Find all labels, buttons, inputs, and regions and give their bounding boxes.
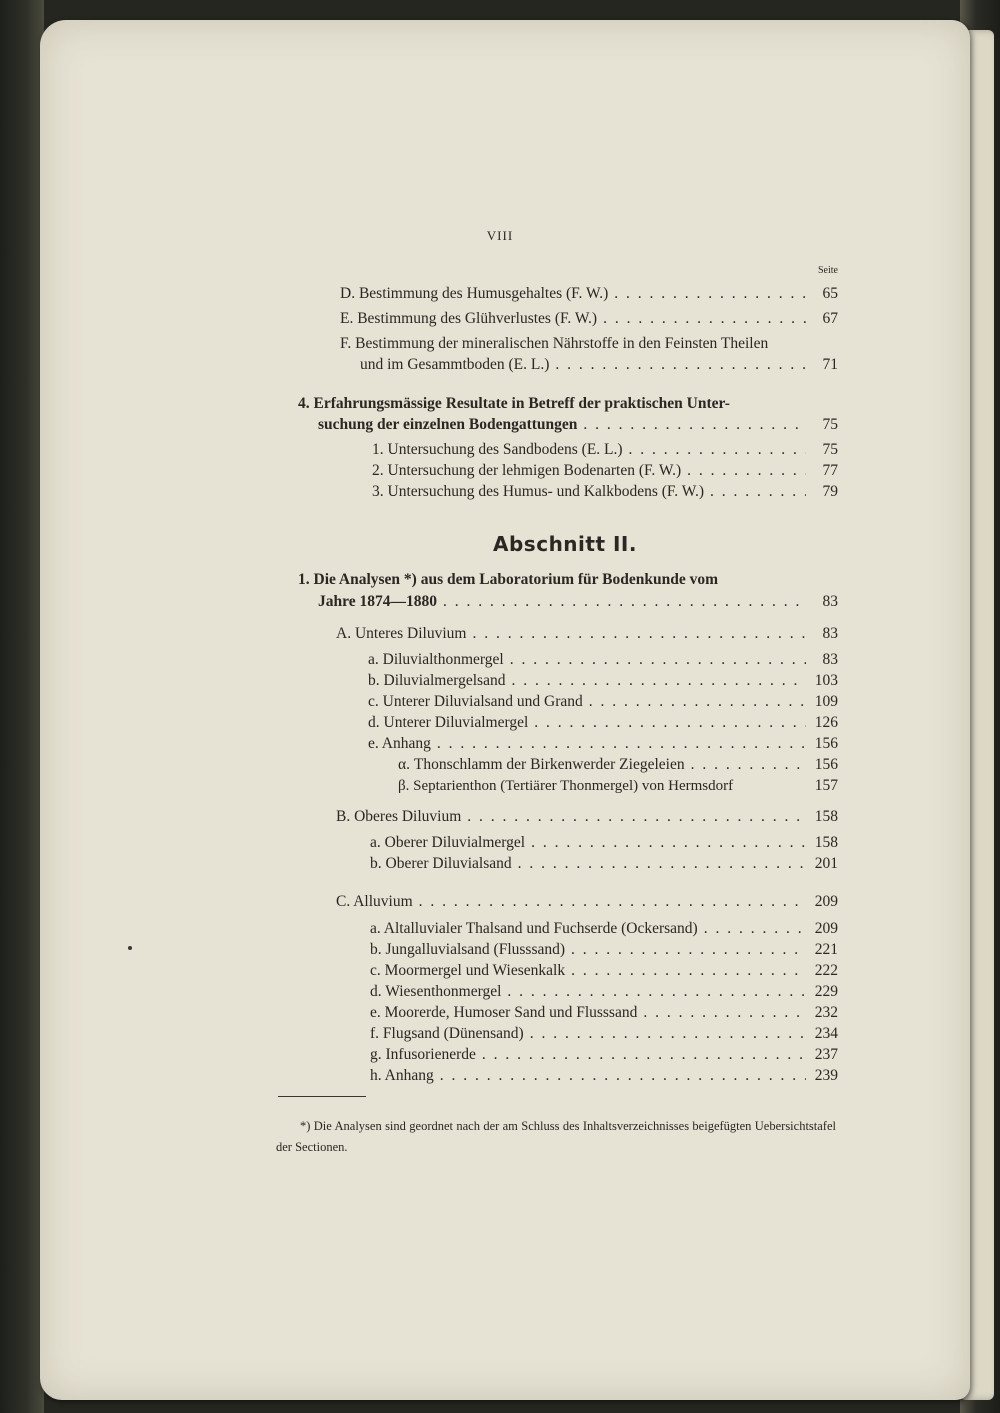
footnote-rule [278, 1096, 366, 1097]
dot-leader [524, 1024, 806, 1044]
scan-background-left [0, 0, 44, 1413]
toc-page-number: 157 [814, 777, 838, 794]
toc-page-number: 158 [814, 808, 838, 825]
toc-page-number: 109 [814, 693, 838, 710]
toc-entry-d [340, 284, 838, 304]
toc-entry-text: b. Diluvialmergelsand [368, 672, 506, 689]
group-c-item-g [370, 1045, 838, 1065]
toc-entry-text: e. Moorerde, Humoser Sand und Flusssand [370, 1004, 638, 1021]
group-b-heading [336, 807, 838, 827]
toc-entry-text: h. Anhang [370, 1067, 434, 1084]
toc-entry-text: β. Septarienthon (Tertiärer Thonmergel) von Hermsdorf [398, 778, 734, 794]
toc-page-number: 71 [822, 356, 838, 373]
section-4-first-line: 4. Erfahrungsmässige Resultate in Betreff der praktischen Unter- [298, 395, 730, 412]
section-4-entry [318, 415, 838, 435]
toc-entry-f-first-line: F. Bestimmung der mineralischen Nährstoffe in den Feinsten Theilen [340, 335, 769, 352]
toc-entry-text: d. Wiesenthonmergel [370, 983, 502, 1000]
section-4-item-3 [372, 482, 838, 502]
toc-page-number: 156 [814, 756, 838, 773]
toc-page-number: 221 [814, 941, 838, 958]
toc-entry-e [340, 309, 838, 329]
footnote-text: Die Analysen sind geordnet nach der am Schluss des Inhaltsverzeichnisses beigefügten Uebersichtstafel der Sectionen. [276, 1119, 836, 1154]
section-heading: Abschnitt II. [493, 532, 637, 556]
toc-page-number: 75 [822, 441, 838, 458]
toc-entry-text: B. Oberes Diluvium [336, 808, 462, 825]
toc-page-number: 222 [814, 962, 838, 979]
toc-entry-text: E. Bestimmung des Glühverlustes (F. W.) [340, 310, 598, 327]
toc-page-number: 234 [814, 1025, 838, 1042]
toc-entry-text: b. Oberer Diluvialsand [370, 855, 512, 872]
toc-page-number: 239 [814, 1067, 838, 1084]
dot-leader [512, 854, 806, 874]
dot-leader [528, 713, 806, 733]
group-c-item-e [370, 1003, 838, 1023]
group-c-item-b [370, 940, 838, 960]
group-a-heading [336, 624, 838, 644]
toc-page-number: 237 [814, 1046, 838, 1063]
toc-page-number: 103 [814, 672, 838, 689]
paper-speck [128, 946, 132, 950]
toc-page-number: 209 [814, 920, 838, 937]
group-a-item-e [368, 734, 838, 754]
group-c-item-d [370, 982, 838, 1002]
dot-leader [413, 892, 806, 912]
toc-page-number: 126 [814, 714, 838, 731]
toc-entry-text: und im Gesammtboden (E. L.) [360, 356, 550, 373]
section-1-first-line: 1. Die Analysen *) aus dem Laboratorium für Bodenkunde vom [298, 571, 718, 588]
section-1-entry [318, 592, 838, 612]
group-a-item-b [368, 671, 838, 691]
group-b-item-b [370, 854, 838, 874]
group-c-item-h [370, 1066, 838, 1086]
toc-entry-text: 1. Untersuchung des Sandbodens (E. L.) [372, 441, 623, 458]
dot-leader [577, 415, 806, 435]
toc-page-number: 83 [822, 651, 838, 668]
footnote-marker: *) [300, 1119, 311, 1133]
group-c-heading [336, 892, 838, 912]
group-a-sub-item-beta [398, 776, 838, 796]
dot-leader [637, 1003, 806, 1023]
toc-page-number: 65 [822, 285, 838, 302]
toc-page-number: 75 [822, 416, 838, 433]
dot-leader [505, 671, 806, 691]
toc-page-number: 156 [814, 735, 838, 752]
toc-entry-text: g. Infusorienerde [370, 1046, 476, 1063]
toc-page-number: 83 [822, 593, 838, 610]
footnote [276, 1116, 836, 1158]
dot-leader [461, 807, 806, 827]
toc-entry-text: a. Diluvialthonmergel [368, 651, 504, 668]
group-a-item-c [368, 692, 838, 712]
dot-leader [623, 440, 806, 460]
toc-entry-text: a. Oberer Diluvialmergel [370, 834, 526, 851]
toc-entry-text: A. Unteres Diluvium [336, 625, 467, 642]
group-c-item-c [370, 961, 838, 981]
dot-leader [476, 1045, 806, 1065]
dot-leader [501, 982, 806, 1002]
dot-leader [583, 692, 806, 712]
toc-entry-text: a. Altalluvialer Thalsand und Fuchserde (Ockersand) [370, 920, 698, 937]
toc-page-number: 232 [814, 1004, 838, 1021]
toc-entry-text: e. Anhang [368, 735, 431, 752]
toc-page-number: 67 [822, 310, 838, 327]
page-number: VIII [486, 228, 514, 243]
toc-entry-f [360, 355, 838, 375]
toc-entry-text: 3. Untersuchung des Humus- und Kalkbodens (F. W.) [372, 483, 704, 500]
group-c-item-a [370, 919, 838, 939]
group-b-item-a [370, 833, 838, 853]
toc-entry-text: c. Moormergel und Wiesenkalk [370, 962, 566, 979]
toc-entry-text: b. Jungalluvialsand (Flusssand) [370, 941, 566, 958]
toc-page-number: 79 [822, 483, 838, 500]
dot-leader [685, 755, 806, 775]
toc-entry-text: f. Flugsand (Dünensand) [370, 1025, 524, 1042]
toc-entry-text: 2. Untersuchung der lehmigen Bodenarten (F. W.) [372, 462, 682, 479]
toc-page-number: 209 [814, 893, 838, 910]
toc-entry-text: D. Bestimmung des Humusgehaltes (F. W.) [340, 285, 609, 302]
dot-leader [698, 919, 806, 939]
dot-leader [466, 624, 806, 644]
dot-leader [565, 940, 806, 960]
toc-page-number: 229 [814, 983, 838, 1000]
toc-page-number: 201 [814, 855, 838, 872]
toc-entry-text: d. Unterer Diluvialmergel [368, 714, 529, 731]
dot-leader [597, 309, 806, 329]
toc-page-number: 83 [822, 625, 838, 642]
dot-leader [549, 355, 806, 375]
toc-entry-text: suchung der einzelnen Bodengattungen [318, 416, 578, 433]
group-a-item-a [368, 650, 838, 670]
dot-leader [704, 482, 806, 502]
dot-leader [431, 734, 806, 754]
toc-entry-text: c. Unterer Diluvialsand und Grand [368, 693, 583, 710]
dot-leader [525, 833, 806, 853]
seite-column-label: Seite [818, 265, 838, 276]
group-a-sub-item-alpha [398, 755, 838, 775]
toc-entry-text: C. Alluvium [336, 893, 413, 910]
group-a-item-d [368, 713, 838, 733]
dot-leader [565, 961, 806, 981]
toc-entry-text: α. Thonschlamm der Birkenwerder Ziegeleien [398, 756, 685, 773]
dot-leader [434, 1066, 806, 1086]
toc-page-number: 77 [822, 462, 838, 479]
dot-leader [681, 461, 806, 481]
dot-leader [608, 284, 806, 304]
dot-leader [504, 650, 806, 670]
group-c-item-f [370, 1024, 838, 1044]
section-4-item-1 [372, 440, 838, 460]
toc-entry-text: Jahre 1874—1880 [318, 593, 437, 610]
dot-leader [437, 592, 806, 612]
section-4-item-2 [372, 461, 838, 481]
toc-page-number: 158 [814, 834, 838, 851]
